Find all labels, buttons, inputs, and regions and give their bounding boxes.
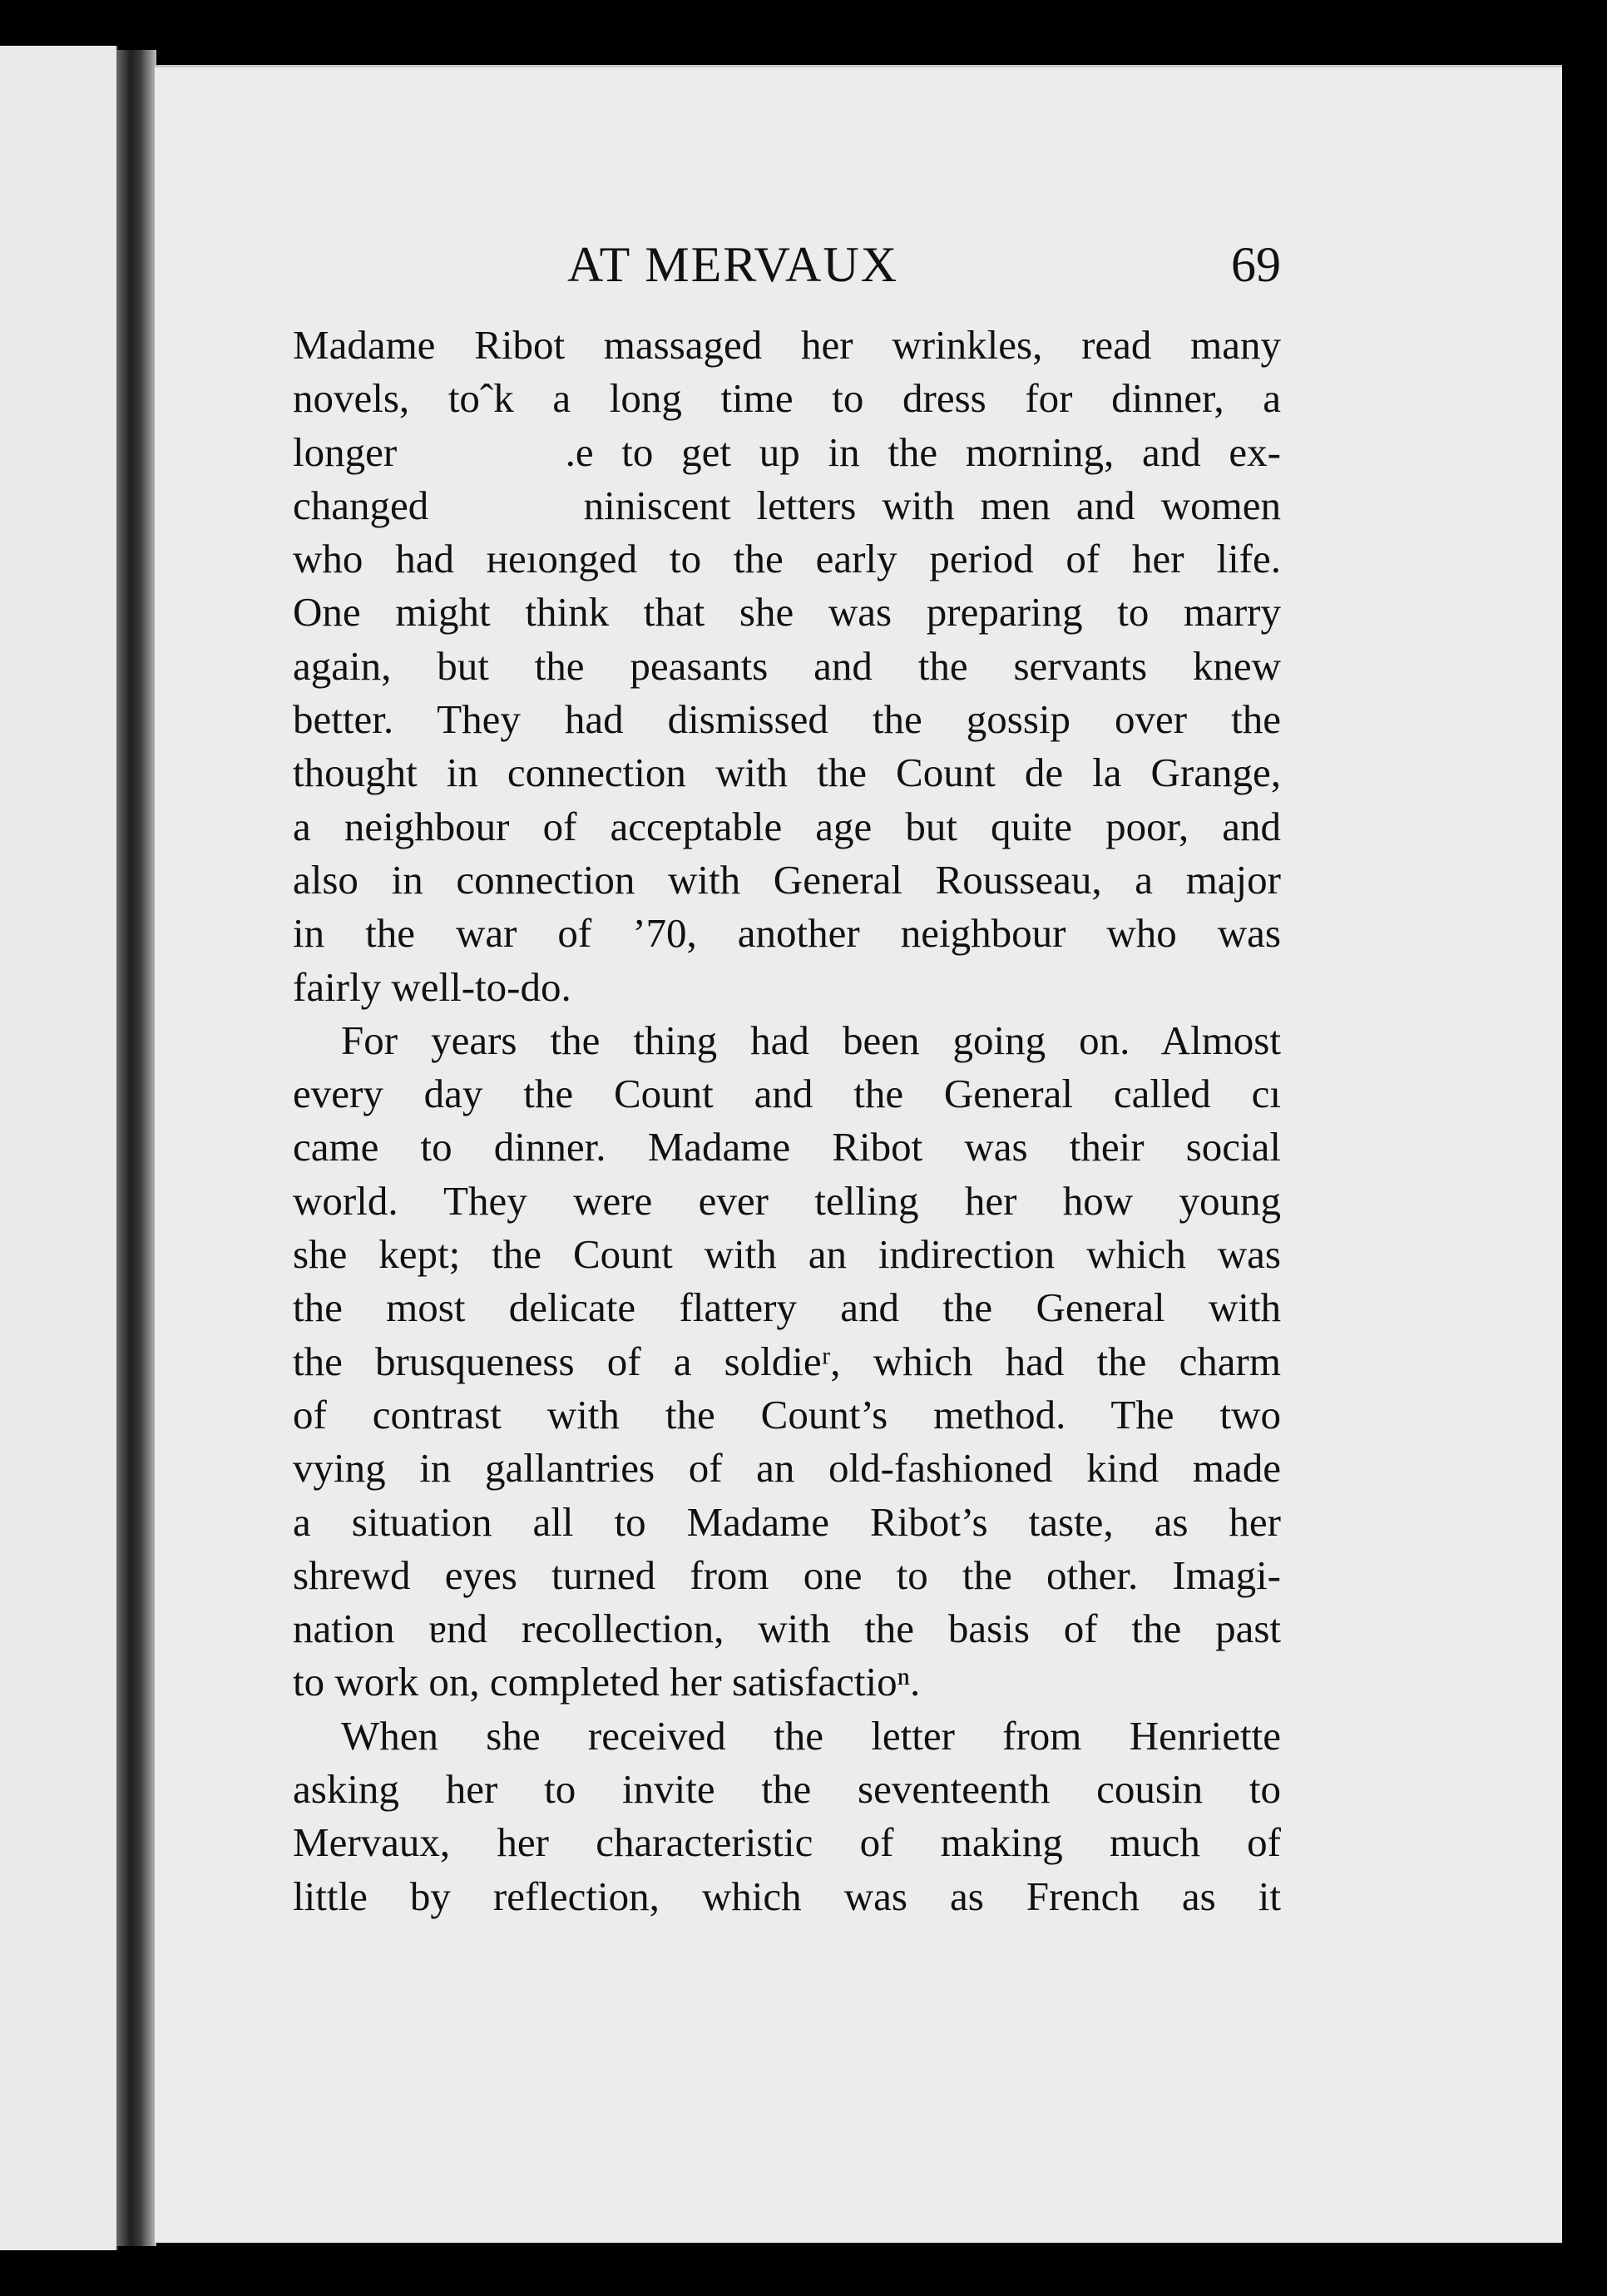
text-line: the most delicate flattery and the General with: [293, 1284, 1281, 1331]
text-line: shrewd eyes turned from one to the other. Imagi-: [293, 1551, 1281, 1598]
text-line: in the war of ’70, another neighbour who was: [293, 910, 1281, 957]
text-line: vying in gallantries of an old-fashioned kind made: [293, 1445, 1281, 1492]
text-line: thought in connection with the Count de la Grange,: [293, 750, 1281, 796]
text-line: every day the Count and the General called cı: [293, 1071, 1281, 1117]
text-line: the brusqueness of a soldieʳ, which had the charm: [293, 1338, 1281, 1384]
body-text: [293, 319, 1281, 1923]
text-line: to work on, completed her satisfactioⁿ.: [293, 1659, 921, 1705]
text-line: nation ɐnd recollection, with the basis of the past: [293, 1606, 1281, 1652]
text-line: little by reflection, which was as French as it: [293, 1873, 1281, 1919]
text-line: asking her to invite the seventeenth cousin to: [293, 1766, 1281, 1813]
paragraph: [293, 319, 1281, 1014]
book-gutter: [116, 50, 156, 2246]
text-line: changed niniscent letters with men and women: [293, 482, 1281, 528]
text-line: One might think that she was preparing to marry: [293, 589, 1281, 636]
text-line: she kept; the Count with an indirection which was: [293, 1231, 1281, 1278]
paragraph: [293, 1710, 1281, 1923]
page-number: 69: [1231, 237, 1281, 292]
text-line: longer .e to get up in the morning, and ex-: [293, 428, 1281, 475]
text-line: For years the thing had been going on. Almost: [341, 1017, 1281, 1063]
facing-page-edge: [0, 46, 118, 2250]
running-head: [293, 231, 1281, 298]
text-line: world. They were ever telling her how young: [293, 1177, 1281, 1224]
text-line: a neighbour of acceptable age but quite poor, and: [293, 803, 1281, 849]
text-line: Mervaux, her characteristic of making much of: [293, 1819, 1281, 1866]
text-line: of contrast with the Count’s method. The two: [293, 1391, 1281, 1437]
text-line: When she received the letter from Henriette: [341, 1712, 1281, 1759]
text-line: who had ʜeıonged to the early period of her life.: [293, 536, 1281, 582]
text-line: novels, toˆk a long time to dress for dinner, a: [293, 375, 1281, 422]
paragraph: [293, 1014, 1281, 1710]
text-line: a situation all to Madame Ribot’s taste, as her: [293, 1498, 1281, 1545]
text-line: fairly well-to-do.: [293, 963, 571, 1010]
text-line: better. They had dismissed the gossip over the: [293, 696, 1281, 743]
text-line: came to dinner. Madame Ribot was their social: [293, 1124, 1281, 1170]
text-line: Madame Ribot massaged her wrinkles, read many: [293, 322, 1281, 368]
text-line: also in connection with General Rousseau, a major: [293, 856, 1281, 903]
text-line: again, but the peasants and the servants knew: [293, 642, 1281, 689]
running-title: AT MERVAUX: [567, 237, 899, 292]
